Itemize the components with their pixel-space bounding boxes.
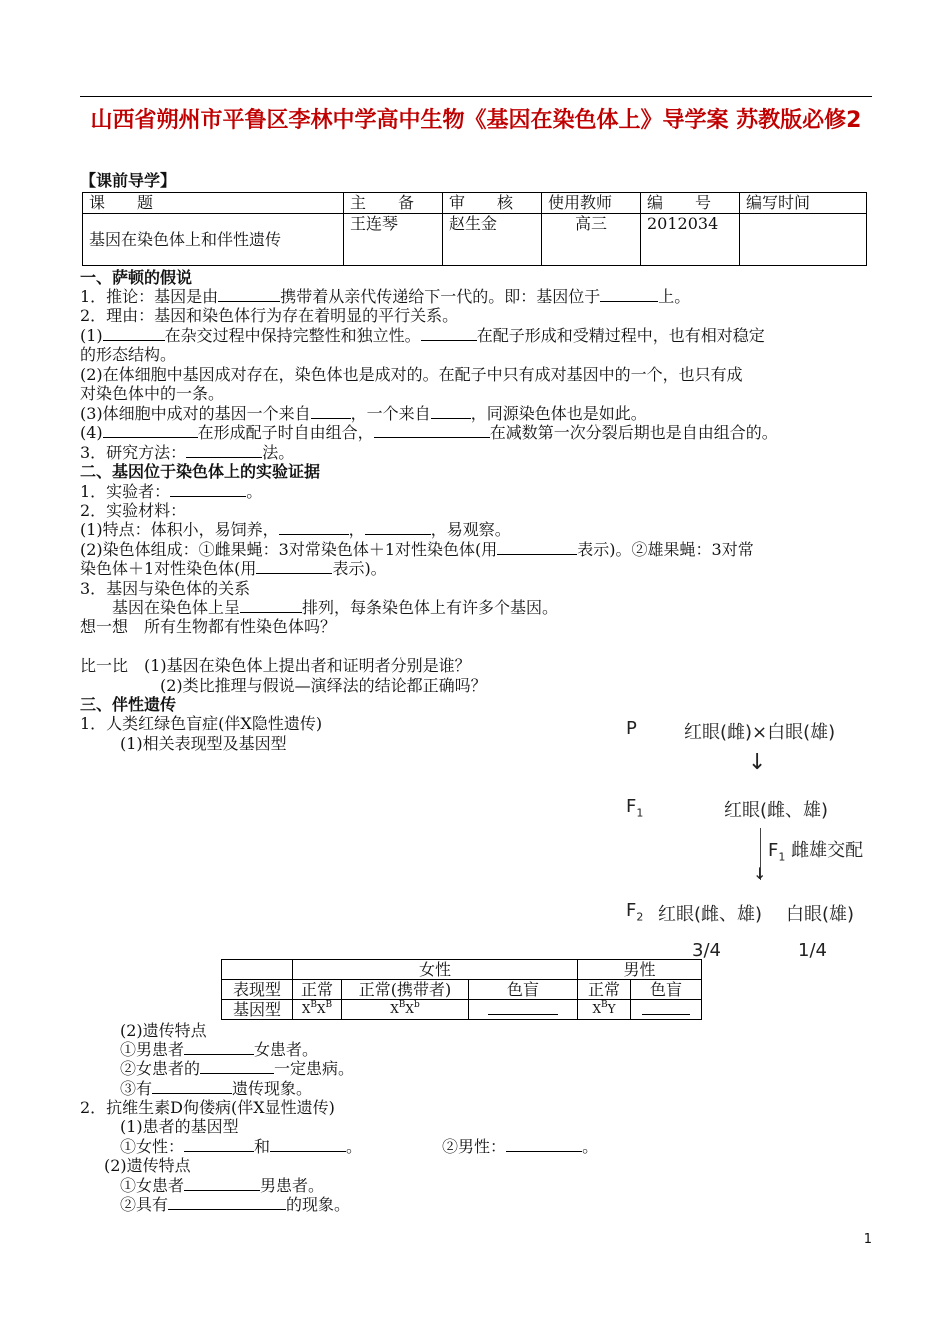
phenotype-label: 表现型	[222, 980, 293, 1000]
blank	[170, 482, 246, 497]
genotype-cell: $X^BX^B$	[293, 1000, 342, 1020]
info-value: 赵生金	[443, 214, 542, 266]
text-line: 3．研究方法： 法。	[80, 443, 295, 462]
info-value: 王连琴	[344, 214, 443, 266]
text-line: ③有 遗传现象。	[120, 1079, 313, 1098]
text-line: (1)患者的基因型	[120, 1117, 239, 1136]
info-value: 高三	[542, 214, 641, 266]
blank	[311, 404, 351, 419]
f2-white: 白眼(雄)	[786, 904, 855, 925]
text-line: 1．实验者： 。	[80, 482, 263, 501]
text-line: (2)遗传特点	[120, 1021, 207, 1040]
section-header: 【课前导学】	[80, 171, 177, 190]
page-number: 1	[863, 1232, 872, 1247]
blank	[365, 520, 431, 535]
genotype-cell: $X^BY$	[578, 1000, 631, 1020]
genotype-label: 基因型	[222, 1000, 293, 1020]
phenotype-cell: 正常(携带者)	[342, 980, 469, 1000]
info-value: 2012034	[641, 214, 740, 266]
genotype-blank	[469, 1000, 578, 1020]
text-line: (2)在体细胞中基因成对存在，染色体也是成对的。在配子中只有成对基因中的一个，也只有成	[80, 365, 743, 384]
phenotype-cell: 色盲	[631, 980, 702, 1000]
genotype-blank	[631, 1000, 702, 1020]
ratio-red: 3/4	[692, 940, 721, 961]
info-header: 编 号	[641, 193, 740, 214]
blank	[218, 287, 280, 302]
blank	[374, 423, 490, 438]
blank	[184, 1040, 254, 1055]
text-line: (2)类比推理与假说—演绎法的结论都正确吗？	[160, 676, 487, 695]
text-line: 1．人类红绿色盲症(伴X隐性遗传)	[80, 714, 323, 733]
genotype-cell: $X^BX^b$	[342, 1000, 469, 1020]
text-line: ①女性： 和 。 ②男性： 。	[120, 1137, 599, 1156]
blank	[497, 540, 577, 555]
text-line: ①男患者 女患者。	[120, 1040, 319, 1059]
text-line: 2．理由：基因和染色体行为存在着明显的平行关系。	[80, 306, 459, 325]
blank	[168, 1195, 286, 1210]
text-line: 2．实验材料：	[80, 501, 187, 520]
phenotype-cell: 正常	[578, 980, 631, 1000]
genotype-table	[221, 959, 702, 1020]
text-line: 1．推论：基因是由 携带着从亲代传递给下一代的。即：基因位于 上。	[80, 287, 691, 306]
info-header: 课 题	[83, 193, 344, 214]
ratio-white: 1/4	[798, 940, 827, 961]
blank	[421, 326, 477, 341]
table-corner	[222, 960, 293, 980]
blank	[256, 559, 332, 574]
info-header: 审 核	[443, 193, 542, 214]
generation-p: P	[626, 718, 637, 739]
text-line: (4) 在形成配子时自由组合， 在减数第一次分裂后期也是自由组合的。	[80, 423, 778, 442]
phenotype-cell: 正常	[293, 980, 342, 1000]
top-rule	[80, 96, 872, 97]
section-heading: 二、基因位于染色体上的实验证据	[80, 462, 321, 481]
info-header: 编写时间	[740, 193, 867, 214]
generation-f2: $F_2$	[626, 900, 644, 924]
blank	[279, 520, 349, 535]
arrow-down-icon: ↓	[753, 864, 767, 883]
section-heading: 一、萨顿的假说	[80, 268, 193, 287]
text-line: 比一比 (1)基因在染色体上提出者和证明者分别是谁？	[80, 656, 471, 675]
text-line: (2)遗传特点	[104, 1156, 191, 1175]
blank	[200, 1059, 274, 1074]
blank	[184, 1137, 254, 1152]
blank	[600, 287, 658, 302]
blank	[103, 423, 198, 438]
text-line: 3．基因与染色体的关系	[80, 579, 251, 598]
phenotype-cell: 色盲	[469, 980, 578, 1000]
text-line: (1)特点：体积小，易饲养， ， ，易观察。	[80, 520, 511, 539]
blank	[240, 598, 302, 613]
blank	[186, 443, 262, 458]
document-title: 山西省朔州市平鲁区李林中学高中生物《基因在染色体上》导学案 苏教版必修2	[90, 108, 862, 133]
blank	[152, 1079, 232, 1094]
p-cross: 红眼(雌)×白眼(雄)	[684, 722, 836, 743]
text-line: ①女患者 男患者。	[120, 1176, 325, 1195]
text-line: 染色体＋1对性染色体(用 表示)。	[80, 559, 387, 578]
info-header: 主 备	[344, 193, 443, 214]
text-line: (3)体细胞中成对的基因一个来自 ，一个来自 ，同源染色体也是如此。	[80, 404, 647, 423]
male-header: 男性	[578, 960, 702, 980]
info-table	[82, 192, 867, 266]
f1-mating: $F_1$ 雌雄交配	[768, 840, 864, 864]
blank	[103, 326, 165, 341]
text-line: 对染色体中的一条。	[80, 384, 225, 403]
f1-phenotype: 红眼(雌、雄)	[724, 800, 829, 821]
blank	[506, 1137, 582, 1152]
section-heading: 三、伴性遗传	[80, 695, 177, 714]
cross-diagram	[620, 708, 880, 968]
text-line: (1) 在杂交过程中保持完整性和独立性。 在配子形成和受精过程中，也有相对稳定	[80, 326, 765, 345]
generation-f1: $F_1$	[626, 796, 644, 820]
female-header: 女性	[293, 960, 578, 980]
blank	[431, 404, 471, 419]
blank	[184, 1176, 260, 1191]
text-line: 想一想 所有生物都有性染色体吗？	[80, 617, 337, 636]
text-line: (2)染色体组成：①雌果蝇：3对常染色体＋1对性染色体(用 表示)。②雄果蝇：3对常	[80, 540, 754, 559]
text-line: ②女患者的 一定患病。	[120, 1059, 355, 1078]
text-line: ②具有 的现象。	[120, 1195, 351, 1214]
text-line: 2．抗维生素D佝偻病(伴X显性遗传)	[80, 1098, 335, 1117]
arrow-down-icon: ↓	[748, 750, 767, 775]
text-line: 基因在染色体上呈 排列，每条染色体上有许多个基因。	[112, 598, 559, 617]
info-value	[740, 214, 867, 266]
text-line: 的形态结构。	[80, 345, 177, 364]
info-header: 使用教师	[542, 193, 641, 214]
f2-red: 红眼(雌、雄)	[658, 904, 763, 925]
info-value: 基因在染色体上和伴性遗传	[83, 214, 344, 266]
blank	[270, 1137, 346, 1152]
text-line: (1)相关表现型及基因型	[120, 734, 287, 753]
